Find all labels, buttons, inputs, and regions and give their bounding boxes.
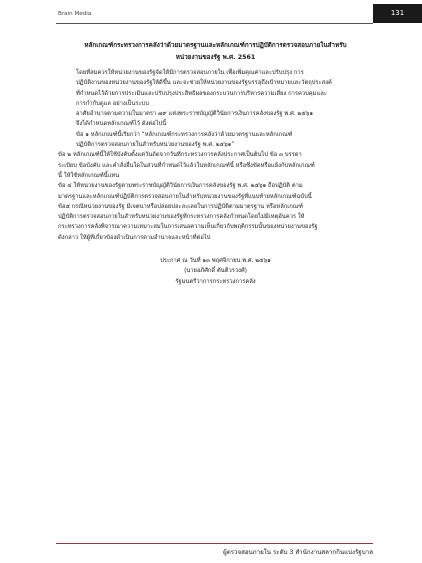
text-line: นี้ ให้ใช้หลักเกณฑ์นี้แทน: [58, 172, 120, 179]
text-line: ปฏิบัติงานของหน่วยงานของรัฐให้ดีขึ้น และจะช่วยให้หน่วยงานของรัฐบรรลุถึงเป้าหมายและวัตถุประสงค์: [76, 80, 332, 87]
paragraph-clause-2-3: [58, 150, 373, 181]
document-body: [58, 40, 373, 287]
brand-label: Brain Media: [58, 11, 92, 17]
footer-text: ผู้ตรวจสอบภายใน ระดับ 3 สำนักงานสลากกินแบ่งรัฐบาล: [223, 549, 373, 556]
text-line: กระทรวงการคลังพิจารณาความเหมาะสมในการเสนอความเห็นเกี่ยวกับพฤติกรรมนั้นของหน่วยงานของรัฐ: [58, 224, 318, 231]
text-line: ปฏิบัติการตรวจสอบภายในสำหรับหน่วยงานของรัฐที่กระทรวงการคลังกำหนดโดยไม่มีเหตุอันควร ให้: [58, 214, 305, 221]
signature-block: [58, 256, 373, 287]
document-title: [58, 40, 373, 63]
text-line: ที่กำหนดไว้ด้วยการประเมินและปรับปรุงประสิทธิผลของกระบวนการบริหารความเสี่ยง การควบคุมและ: [76, 90, 327, 97]
text-line: มาตรฐานและหลักเกณฑ์ปฏิบัติการตรวจสอบภายในสำหรับหน่วยงานของรัฐที่แนบท้ายหลักเกณฑ์ฉบับนี้: [58, 193, 312, 200]
page-number-tab: 131: [373, 4, 422, 23]
footer-divider: [56, 543, 373, 544]
header-divider: [56, 23, 373, 24]
text-line: จึงได้กำหนดหลักเกณฑ์ไว้ ดังต่อไปนี้: [76, 121, 167, 128]
text-line: การกำกับดูแล อย่างเป็นระบบ: [76, 100, 149, 107]
text-line: ข้อ๕ กรณีหน่วยงานของรัฐ มีเจตนาหรือปล่อยปละละเลยในการปฏิบัติตามมาตรฐาน หรือหลักเกณฑ์: [58, 203, 303, 210]
signatory-name: (นายอภิศักดิ์ ตันติวรวงศ์): [184, 268, 247, 275]
text-line: ระเบียบ ข้อบังคับ และคำสั่งอื่นใดในส่วนที่กำหนดไว้แล้วในหลักเกณฑ์นี้ หรือซึ่งขัดหรือแย้งกับหลักเกณฑ์: [58, 162, 315, 169]
text-line: อาศัยอำนาจตามความในมาตรา ๗๙ แห่งพระราชบัญญัติวินัยการเงินการคลังของรัฐ พ.ศ. ๒๕๖๑: [76, 111, 314, 118]
text-line: ดังกล่าว ให้ผู้ที่เกี่ยวข้องดำเนินการตามอำนาจและหน้าที่ต่อไป: [58, 234, 211, 241]
text-line: ปฏิบัติการตรวจสอบภายในสำหรับหน่วยงานของรัฐ พ.ศ. ๒๕๖๑”: [76, 142, 235, 149]
paragraph-authority: [58, 109, 373, 130]
title-line: หน่วยงานของรัฐ พ.ศ. 2561: [175, 53, 256, 61]
paragraph-clause-4-5: [58, 181, 373, 243]
paragraph-preamble: [58, 68, 373, 109]
title-line: หลักเกณฑ์กระทรวงการคลังว่าด้วยมาตรฐานและหลักเกณฑ์การปฏิบัติการตรวจสอบภายในสำหรับ: [84, 42, 347, 49]
text-line: ข้อ ๒ หลักเกณฑ์นี้ให้ใช้บังคับตั้งแต่วันถัดจากวันที่กระทรวงการคลังประกาศเป็นต้นไป ข้อ ๓ บรรดา: [58, 152, 302, 159]
text-line: โดยที่สมควรให้หน่วยงานของรัฐจัดให้มีการตรวจสอบภายใน เพื่อเพิ่มคุณค่าและปรับปรุง การ: [76, 70, 304, 76]
paragraph-clause-1: [58, 130, 373, 151]
signatory-position: รัฐมนตรีว่าการกระทรวงการคลัง: [175, 278, 256, 285]
announcement-date: ประกาศ ณ วันที่ ๑๓ พฤศจิกายน พ.ศ. ๒๕๖๑: [160, 258, 271, 265]
text-line: ข้อ ๔ ให้หน่วยงานของรัฐตามพระราชบัญญัติวินัยการเงินการคลังของรัฐ พ.ศ. ๒๕๖๑ ถือปฏิบัติ ตาม: [58, 183, 303, 190]
text-line: ข้อ ๑ หลักเกณฑ์นี้เรียกว่า “หลักเกณฑ์กระทรวงการคลังว่าด้วยมาตรฐานและหลักเกณฑ์: [76, 131, 293, 138]
